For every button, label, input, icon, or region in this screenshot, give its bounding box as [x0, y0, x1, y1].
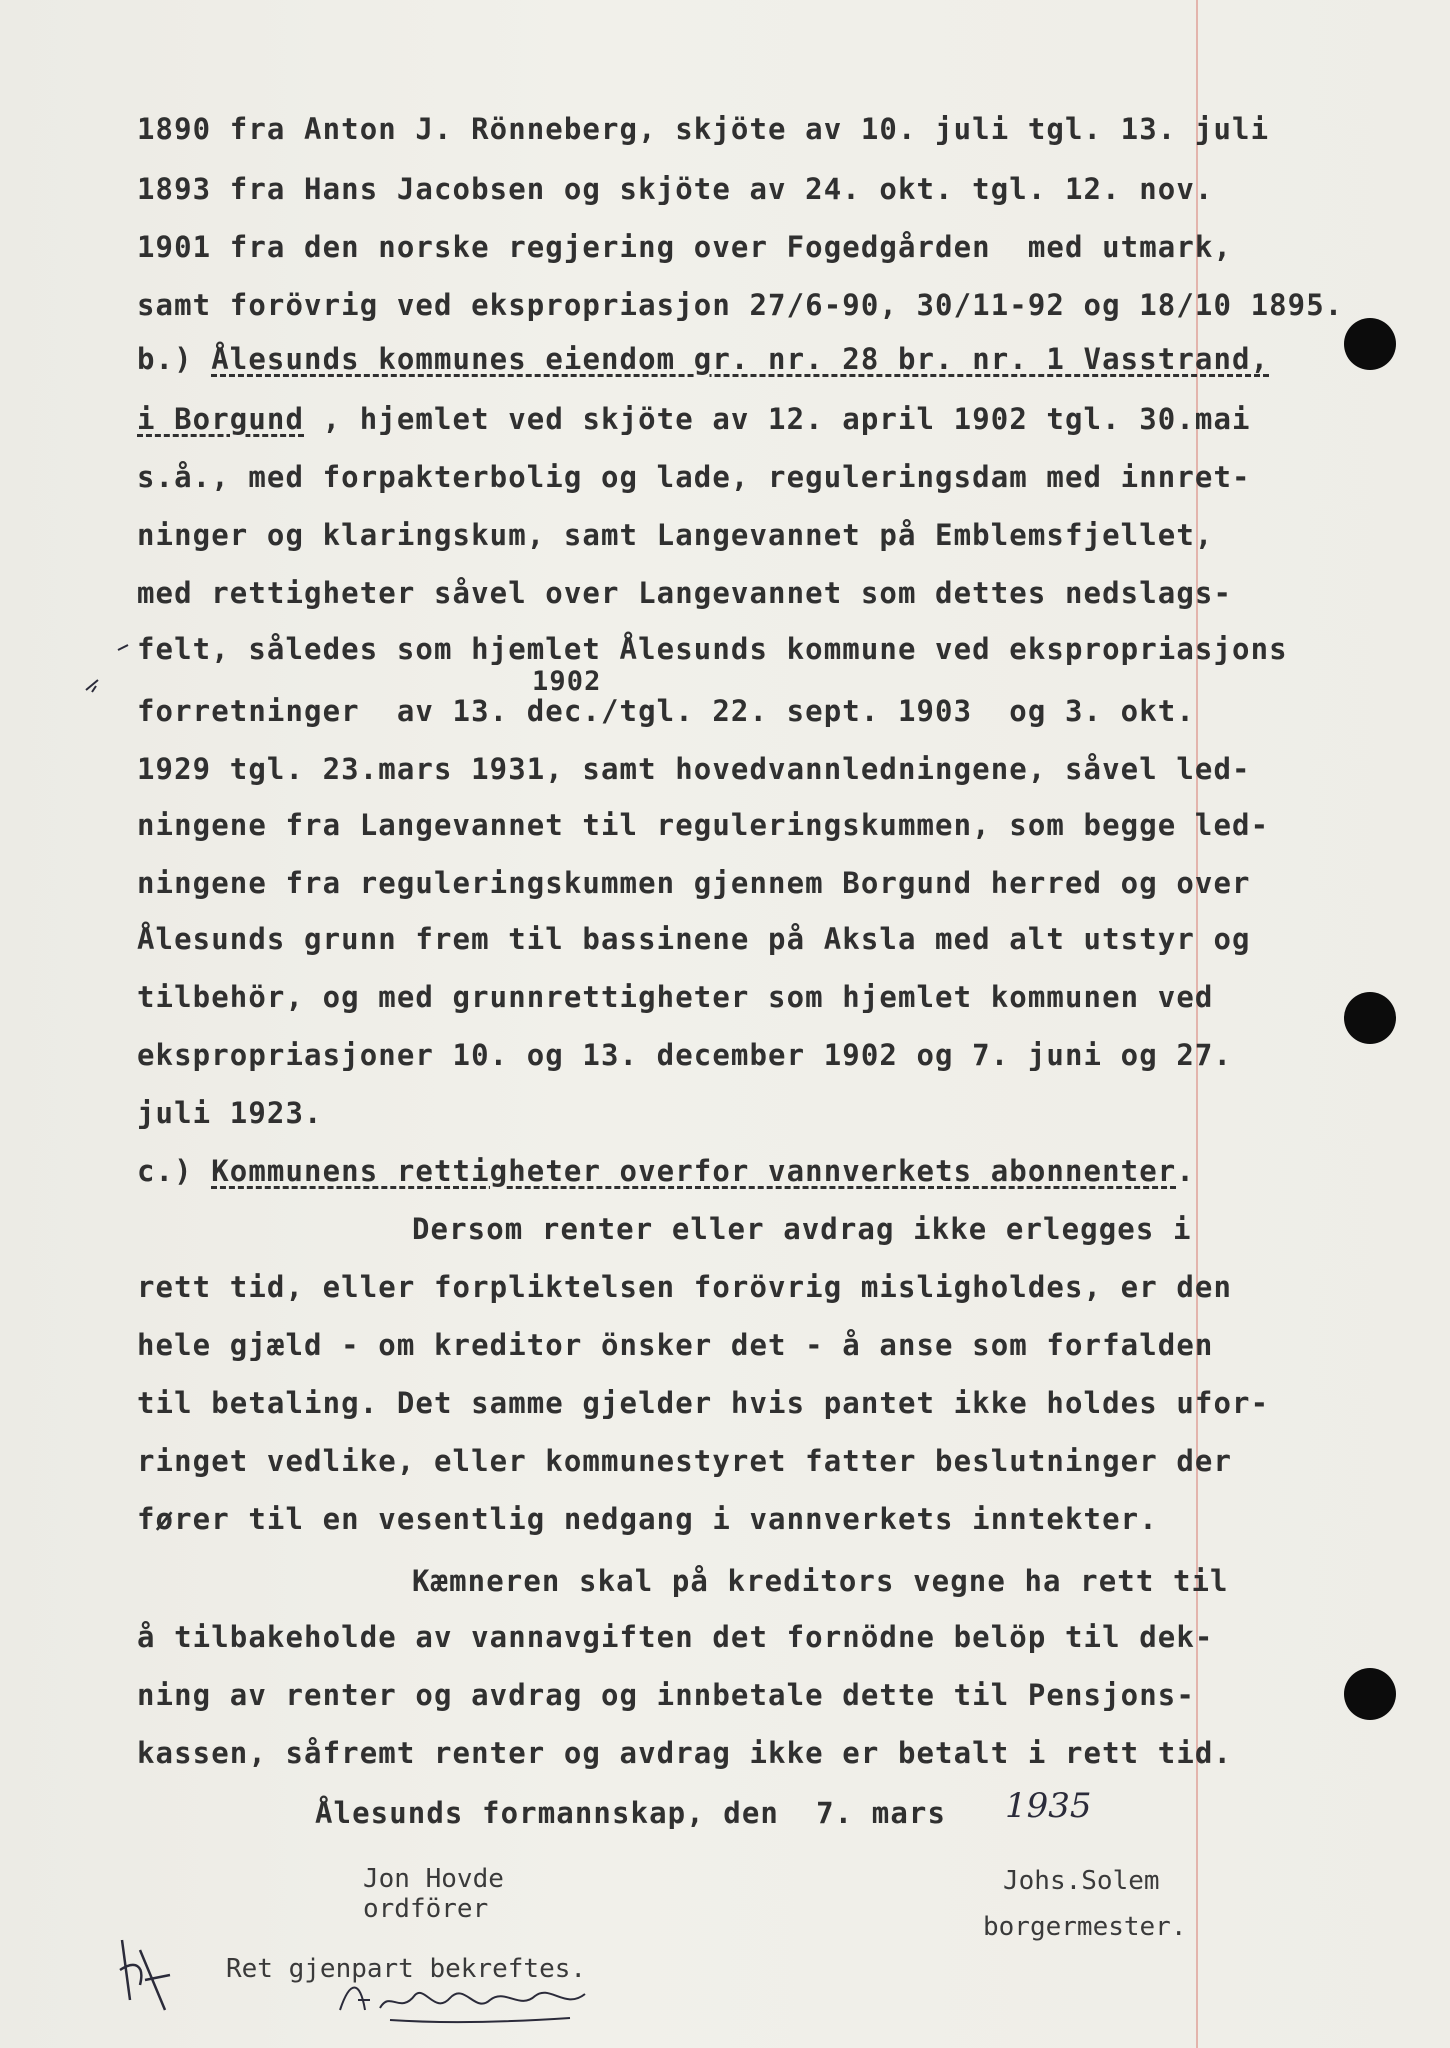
section-b-title: Ålesunds kommunes eiendom gr. nr. 28 br. nr. 1 Vasstrand,: [211, 342, 1270, 376]
signature-left-title: ordförer: [363, 1894, 489, 1924]
text-line: Ålesunds grunn frem til bassinene på Aksla med alt utstyr og: [137, 922, 1251, 956]
text-line: samt forövrig ved ekspropriasjon 27/6-90, 30/11-92 og 18/10 1895.: [137, 288, 1344, 322]
certification-text: Ret gjenpart bekreftes.: [226, 1954, 587, 1984]
handwritten-year: 1935: [1005, 1786, 1092, 1826]
text-line: ninger og klaringskum, samt Langevannet på Emblemsfjellet,: [137, 518, 1214, 552]
text-line: felt, således som hjemlet Ålesunds kommune ved ekspropriasjons: [137, 632, 1288, 666]
text-line: med rettigheter såvel over Langevannet som dettes nedslags-: [137, 576, 1233, 610]
text-line: ning av renter og avdrag og innbetale dette til Pensjons-: [137, 1678, 1195, 1712]
punch-hole: [1344, 992, 1396, 1044]
inserted-year: 1902: [532, 666, 602, 697]
text-line: fører til en vesentlig nedgang i vannverkets inntekter.: [137, 1502, 1158, 1536]
text-line: Dersom renter eller avdrag ikke erlegges i: [412, 1212, 1192, 1246]
signature-right-name: Johs.Solem: [1003, 1866, 1160, 1896]
handwritten-initials: [110, 1930, 180, 2020]
text-line: ringet vedlike, eller kommunestyret fatter beslutninger der: [137, 1444, 1233, 1478]
text-line: ningene fra Langevannet til reguleringskummen, som begge led-: [137, 808, 1270, 842]
text-line: i Borgund , hjemlet ved skjöte av 12. april 1902 tgl. 30.mai: [137, 402, 1251, 436]
text-line: til betaling. Det samme gjelder hvis pantet ikke holdes ufor-: [137, 1386, 1270, 1420]
punch-hole: [1344, 1668, 1396, 1720]
margin-mark: [78, 640, 138, 700]
section-c-heading: c.) Kommunens rettigheter overfor vannverkets abonnenter.: [137, 1154, 1195, 1188]
text-line: juli 1923.: [137, 1096, 323, 1130]
signature-left-name: Jon Hovde: [363, 1864, 504, 1894]
section-b-prefix: b.): [137, 342, 193, 376]
section-c-title: Kommunens rettigheter overfor vannverkets abonnenter: [211, 1154, 1177, 1188]
text-line: s.å., med forpakterbolig og lade, reguleringsdam med innret-: [137, 460, 1251, 494]
date-line: Ålesunds formannskap, den 7. mars: [315, 1796, 947, 1830]
text-line: å tilbakeholde av vannavgiften det fornödne belöp til dek-: [137, 1620, 1214, 1654]
punch-hole: [1344, 318, 1396, 370]
text-line: kassen, såfremt renter og avdrag ikke er betalt i rett tid.: [137, 1736, 1233, 1770]
text-line: ekspropriasjoner 10. og 13. december 1902 og 7. juni og 27.: [137, 1038, 1233, 1072]
text-line: ningene fra reguleringskummen gjennem Borgund herred og over: [137, 866, 1251, 900]
section-c-prefix: c.): [137, 1154, 193, 1188]
text-line: 1890 fra Anton J. Rönneberg, skjöte av 10. juli tgl. 13. juli: [137, 112, 1270, 146]
section-b-title-cont: i Borgund: [137, 402, 305, 436]
text-line: rett tid, eller forpliktelsen forövrig misligholdes, er den: [137, 1270, 1233, 1304]
signature-right-title: borgermester.: [983, 1912, 1187, 1942]
text-line: tilbehör, og med grunnrettigheter som hjemlet kommunen ved: [137, 980, 1214, 1014]
text-line: 1901 fra den norske regjering over Fogedgården med utmark,: [137, 230, 1233, 264]
text-line: Kæmneren skal på kreditors vegne ha rett til: [412, 1564, 1229, 1598]
text-line: 1929 tgl. 23.mars 1931, samt hovedvannledningene, såvel led-: [137, 752, 1251, 786]
text-line: 1893 fra Hans Jacobsen og skjöte av 24. okt. tgl. 12. nov.: [137, 172, 1214, 206]
handwritten-signature: [330, 1970, 630, 2030]
section-b-heading: [137, 342, 1269, 376]
text-line: hele gjæld - om kreditor önsker det - å anse som forfalden: [137, 1328, 1214, 1362]
text-line: forretninger av 13. dec./tgl. 22. sept. 1903 og 3. okt.: [137, 694, 1195, 728]
